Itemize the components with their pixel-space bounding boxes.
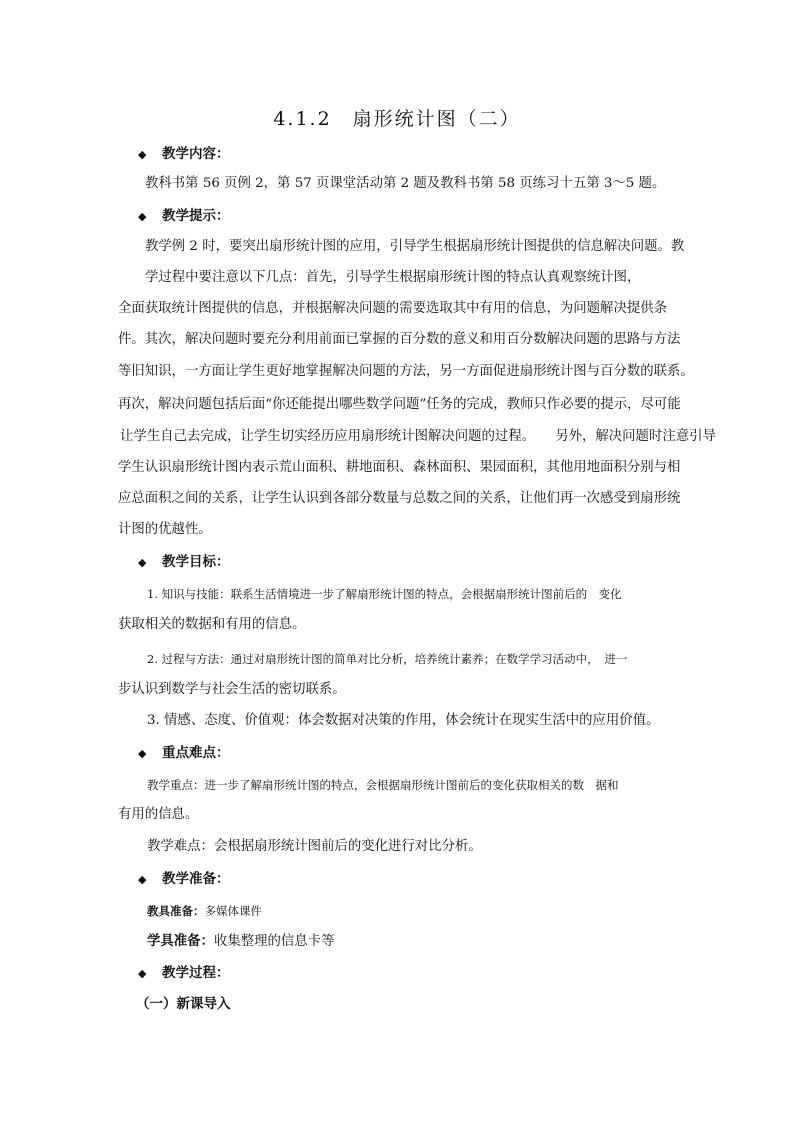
page-title: 4.1.2 扇形统计图（二） (273, 108, 521, 130)
teacher-preparation-label: 教具准备： (147, 904, 205, 918)
heading-text: 教学内容： (162, 146, 230, 162)
goals-line: 1. 知识与技能：联系生活情境进一步了解扇形统计图的特点，会根据扇形统计图前后的 变化 (147, 587, 622, 601)
content-text: 教科书第 56 页例 2，第 57 页课堂活动第 2 题及教科书第 58 页练习十五第 3～5 题。 (145, 176, 666, 191)
goals-line: 2. 过程与方法：通过对扇形统计图的简单对比分析，培养统计素养；在数学学习活动中， 进一 (147, 652, 628, 666)
tips-line: 等旧知识，一方面让学生更好地掌握解决问题的方法，另一方面促进扇形统计图与百分数的联系。 (118, 364, 694, 379)
diamond-bullet-icon: ◆ (138, 148, 147, 161)
key-points-line: 教学难点：会根据扇形统计图前后的变化进行对比分析。 (147, 839, 482, 854)
key-points-line: 教学重点：进一步了解扇形统计图的特点，会根据扇形统计图前后的变化获取相关的数 据和 (147, 778, 619, 792)
heading-text: 教学准备： (162, 871, 230, 887)
tips-line: 学过程中要注意以下几点：首先，引导学生根据扇形统计图的特点认真观察统计图， (145, 270, 641, 285)
student-preparation (147, 932, 334, 951)
diamond-bullet-icon: ◆ (138, 210, 147, 223)
section-heading-content (138, 145, 230, 164)
section-heading-goals (138, 553, 230, 572)
tips-line: 学生认识扇形统计图内表示荒山面积、耕地面积、森林面积、果园面积，其他用地面积分别与相 (118, 460, 681, 475)
heading-text: 教学目标： (162, 554, 230, 570)
diamond-bullet-icon: ◆ (138, 556, 147, 569)
tips-line: 计图的优越性。 (118, 522, 212, 537)
tips-line: 让学生自己去完成，让学生切实经历应用扇形统计图解决问题的过程。 另外，解决问题时注意引导 (120, 429, 716, 444)
process-subheading: （一）新课导入 (136, 996, 231, 1012)
diamond-bullet-icon: ◆ (138, 873, 147, 886)
student-preparation-value: 收集整理的信息卡等 (213, 934, 335, 949)
section-heading-preparation (138, 870, 230, 889)
goals-line: 获取相关的数据和有用的信息。 (118, 617, 306, 632)
diamond-bullet-icon: ◆ (138, 747, 147, 760)
goals-line: 步认识到数学与社会生活的密切联系。 (118, 682, 346, 697)
student-preparation-label: 学具准备： (147, 933, 214, 949)
heading-text: 教学过程： (162, 965, 230, 981)
section-heading-tips (138, 207, 230, 226)
tips-line: 件。其次，解决问题时要充分利用前面已掌握的百分数的意义和用百分数解决问题的思路与方法 (118, 332, 681, 347)
tips-line: 全面获取统计图提供的信息，并根据解决问题的需要选取其中有用的信息，为问题解决提供条 (118, 301, 668, 316)
diamond-bullet-icon: ◆ (138, 967, 147, 980)
tips-line: 教学例 2 时，要突出扇形统计图的应用，引导学生根据扇形统计图提供的信息解决问题。教 (145, 239, 685, 254)
tips-line: 再次，解决问题包括后面“你还能提出哪些数学问题”任务的完成，教师只作必要的提示，尽可能 (118, 397, 681, 412)
key-points-line: 有用的信息。 (118, 807, 199, 822)
teacher-preparation-value: 多媒体课件 (204, 904, 262, 918)
section-heading-key-points (138, 744, 230, 763)
heading-text: 重点难点： (162, 745, 230, 761)
section-heading-process (138, 964, 230, 983)
heading-text: 教学提示： (162, 208, 230, 224)
goals-line: 3. 情感、态度、价值观：体会数据对决策的作用，体会统计在现实生活中的应用价值。 (147, 713, 660, 728)
teacher-preparation (147, 902, 262, 920)
tips-line: 应总面积之间的关系，让学生认识到各部分数量与总数之间的关系，让他们再一次感受到扇形统 (118, 491, 681, 506)
